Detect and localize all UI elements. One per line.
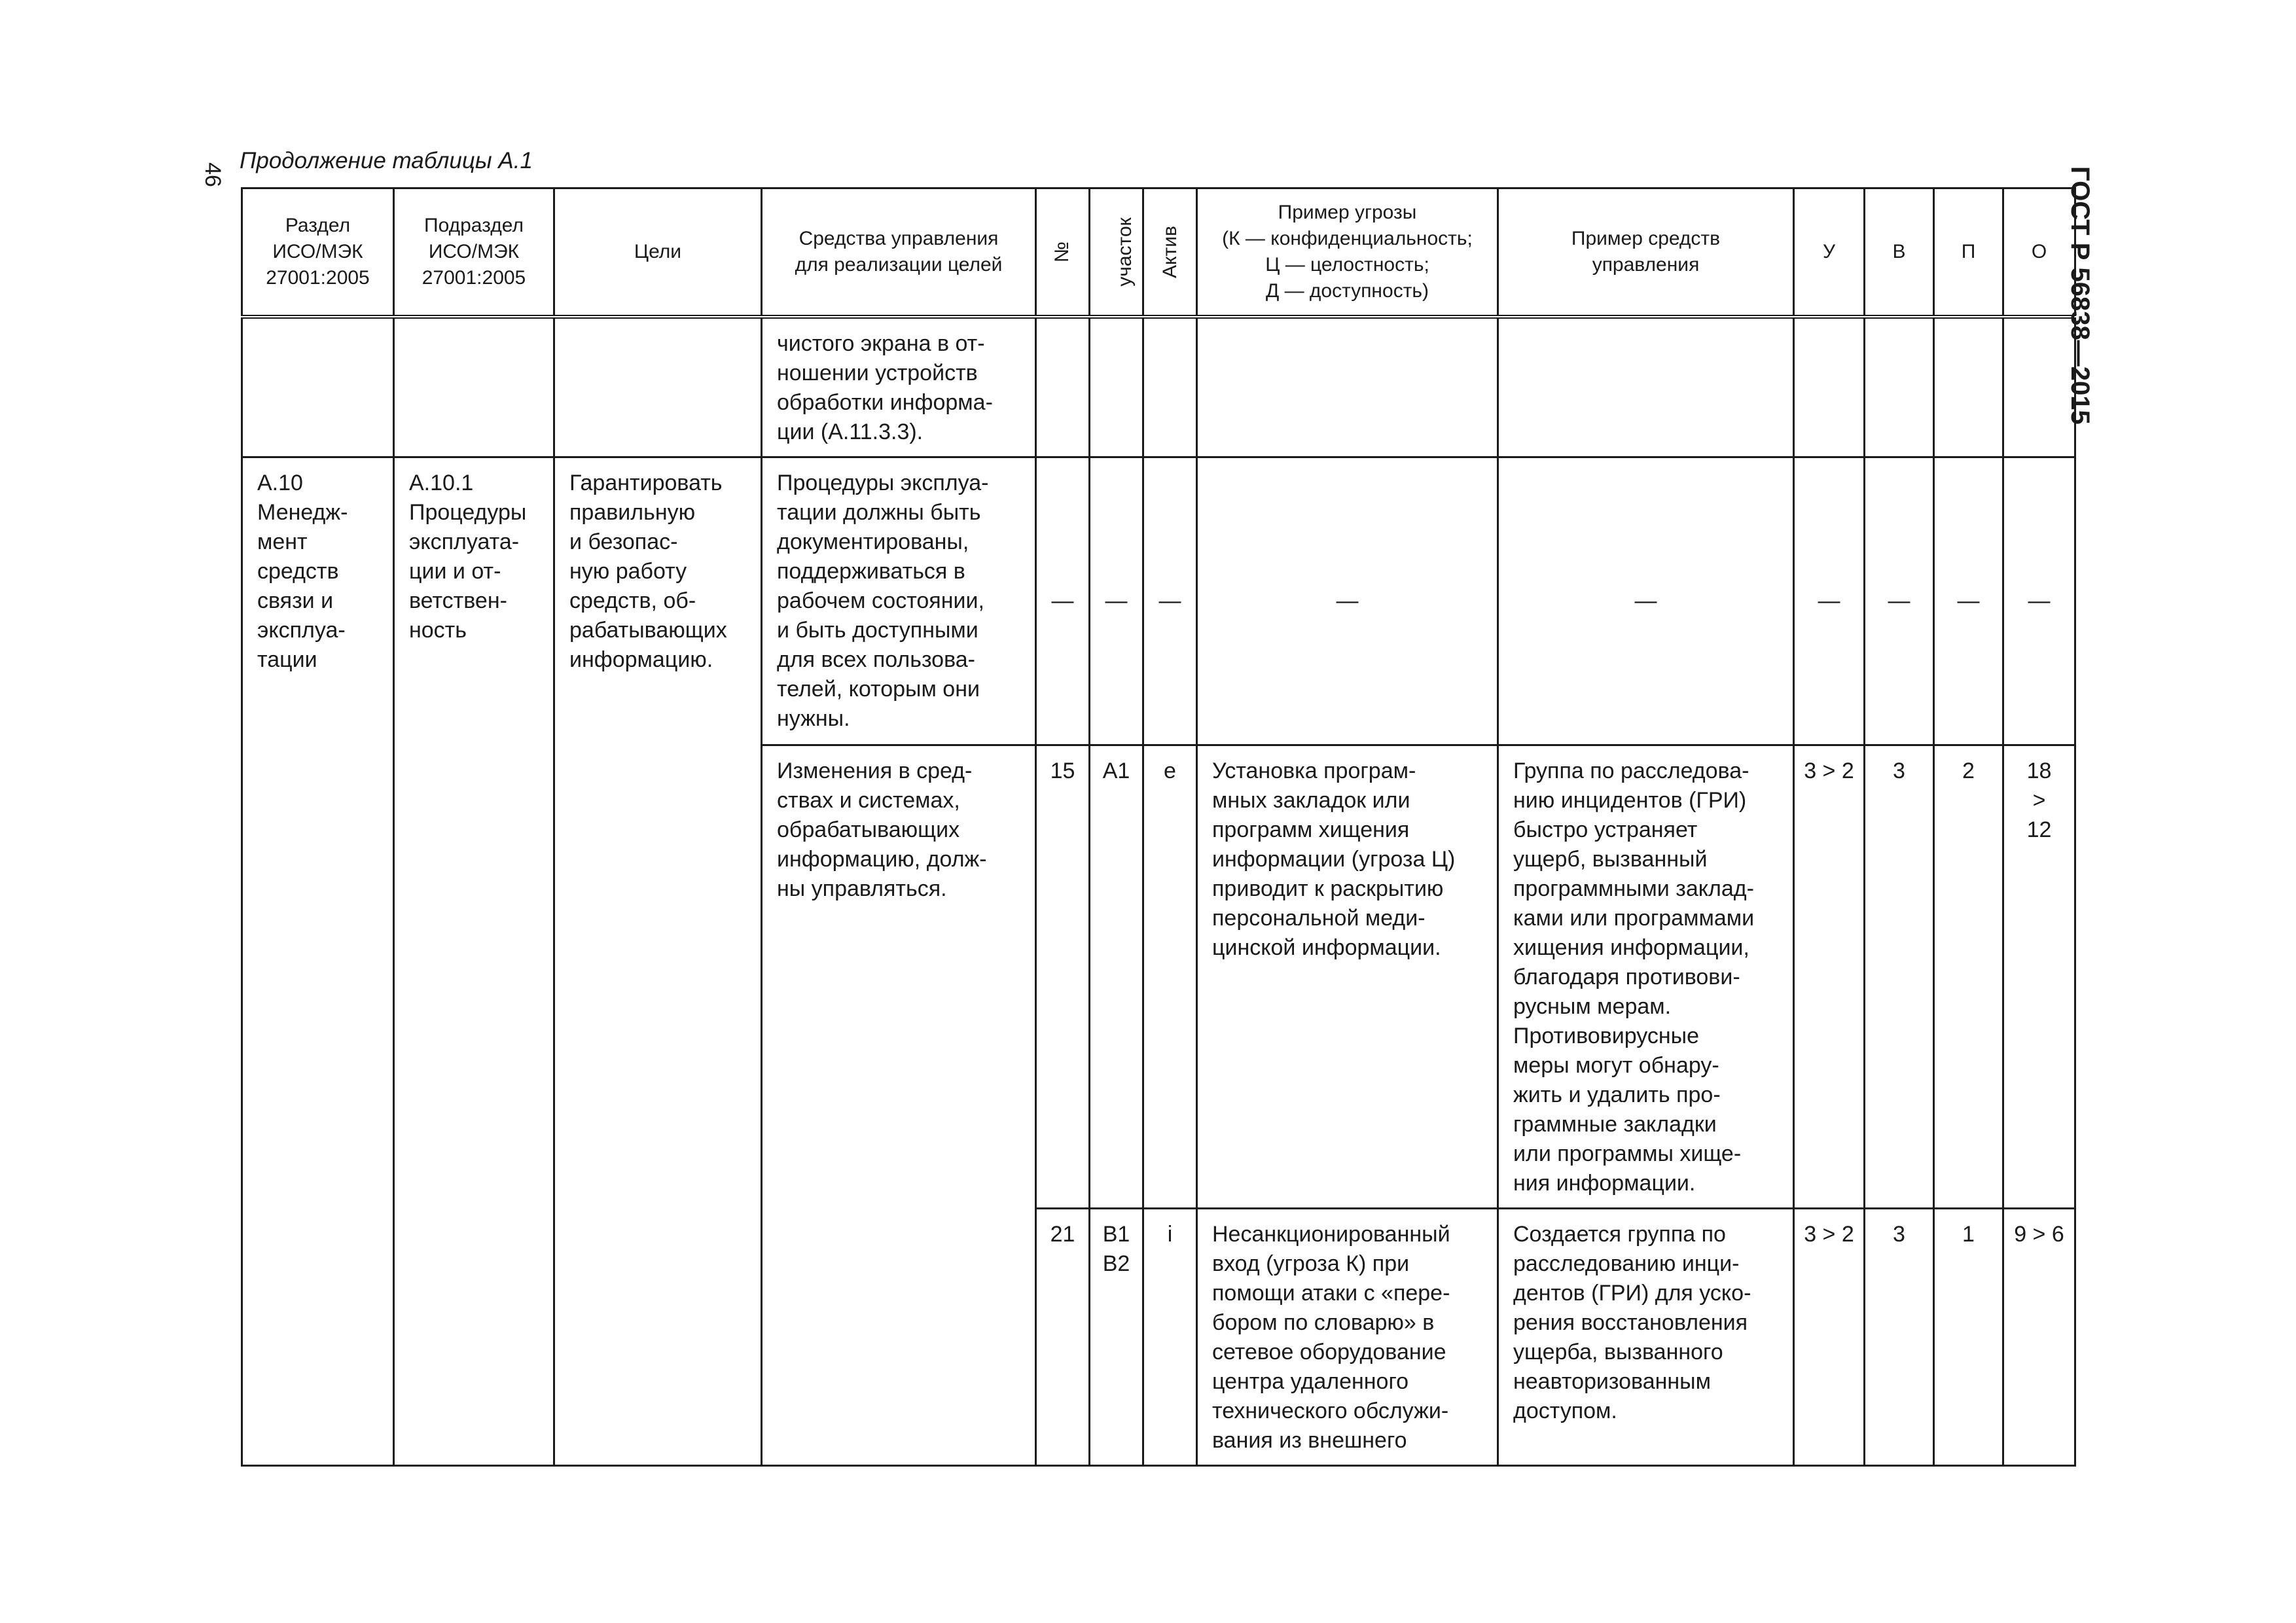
table-cell: i (1143, 1209, 1197, 1466)
table-cell (554, 317, 762, 457)
table-cell (1143, 317, 1197, 457)
table-cell: — (1143, 457, 1197, 745)
section-cell: А.10 Менедж- мент средств связи и эксплуа- тации (242, 457, 394, 1466)
header-u: У (1794, 188, 1865, 317)
table-cell (394, 317, 554, 457)
header-subsection: Подраздел ИСО/МЭК 27001:2005 (394, 188, 554, 317)
table-cell: 3 > 2 (1794, 1209, 1865, 1466)
table-cell: чистого экрана в от- ношении устройств обработки информа- ции (А.11.3.3). (762, 317, 1036, 457)
header-goals: Цели (554, 188, 762, 317)
risk-table (241, 187, 2076, 1467)
table-cell (1090, 317, 1143, 457)
table-cell: 3 (1865, 1209, 1934, 1466)
header-p: П (1934, 188, 2003, 317)
header-v: В (1865, 188, 1934, 317)
subsection-cell: А.10.1 Процедуры эксплуата- ции и от- ветствен- ность (394, 457, 554, 1466)
table-row (242, 317, 2075, 457)
threat-cell: Установка програм- мных закладок или программ хищения информации (угроза Ц) приводит к раскрытию персональной меди- цинской информации. (1197, 745, 1498, 1209)
header-threat-example: Пример угрозы (К — конфиденциальность; Ц — целостность; Д — доступность) (1197, 188, 1498, 317)
control-example-cell: Группа по расследова- нию инцидентов (ГРИ) быстро устраняет ущерб, вызванный программными заклад- ками или программами хищения информации, благодаря противови- русным мерам. Противовирусные меры могут обнару- жить и удалить про- граммные закладки или программы хище- ния информации. (1498, 745, 1794, 1209)
table-cell (1197, 317, 1498, 457)
table-cell (1865, 317, 1934, 457)
table-cell: — (1865, 457, 1934, 745)
table-cell: 9 > 6 (2003, 1209, 2075, 1466)
table-cell: — (1794, 457, 1865, 745)
table-cell: В1 В2 (1090, 1209, 1143, 1466)
controls-cell: Изменения в сред- ствах и системах, обрабатывающих информацию, долж- ны управляться. (762, 745, 1036, 1466)
table-cell (1036, 317, 1090, 457)
table-cell: 18 > 12 (2003, 745, 2075, 1209)
table-cell (1934, 317, 2003, 457)
table-cell: 15 (1036, 745, 1090, 1209)
header-area: участок (1090, 188, 1143, 317)
table-cell: 21 (1036, 1209, 1090, 1466)
table-cell: — (1036, 457, 1090, 745)
header-controls: Средства управления для реализации целей (762, 188, 1036, 317)
standard-designation: ГОСТ Р 56838—2015 (2066, 166, 2094, 425)
table-cell (1498, 317, 1794, 457)
table-cell (1794, 317, 1865, 457)
table-cell: — (1498, 457, 1794, 745)
goals-cell: Гарантировать правильную и безопас- ную работу средств, об- рабатывающих информацию. (554, 457, 762, 1466)
header-number: № (1036, 188, 1090, 317)
table-caption: Продолжение таблицы А.1 (240, 148, 533, 173)
table-cell: — (1197, 457, 1498, 745)
table-cell: — (2003, 457, 2075, 745)
header-o: О (2003, 188, 2075, 317)
controls-cell: Процедуры эксплуа- тации должны быть документированы, поддерживаться в рабочем состоянии, и быть доступными для всех пользова- телей, которым они нужны. (762, 457, 1036, 745)
table-cell: — (1934, 457, 2003, 745)
header-section: Раздел ИСО/МЭК 27001:2005 (242, 188, 394, 317)
table-cell: 1 (1934, 1209, 2003, 1466)
header-control-example: Пример средств управления (1498, 188, 1794, 317)
page-number: 46 (200, 162, 226, 187)
table-header-row (242, 188, 2075, 317)
table-cell: е (1143, 745, 1197, 1209)
table-cell (242, 317, 394, 457)
threat-cell: Несанкционированный вход (угроза К) при помощи атаки с «пере- бором по словарю» в сетевое оборудование центра удаленного технического обслужи- вания из внешнего (1197, 1209, 1498, 1466)
table-cell: 3 (1865, 745, 1934, 1209)
table-cell: А1 (1090, 745, 1143, 1209)
table-cell: 2 (1934, 745, 2003, 1209)
header-asset: Актив (1143, 188, 1197, 317)
table-cell: 3 > 2 (1794, 745, 1865, 1209)
table-row (242, 457, 2075, 745)
control-example-cell: Создается группа по расследованию инци- дентов (ГРИ) для уско- рения восстановления ущерба, вызванного неавторизованным доступом. (1498, 1209, 1794, 1466)
table-cell (2003, 317, 2075, 457)
table-cell: — (1090, 457, 1143, 745)
